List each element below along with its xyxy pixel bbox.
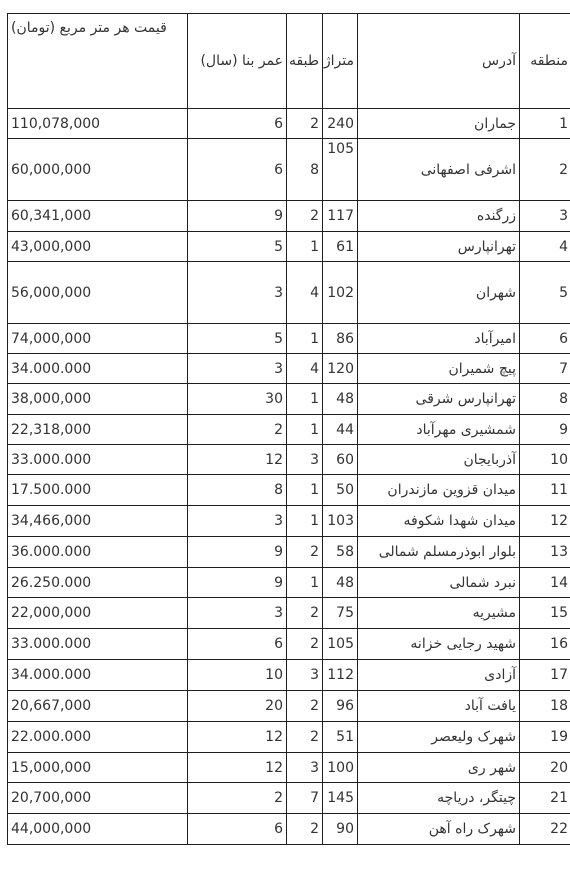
cell-area: 61 (323, 232, 358, 262)
table-row (8, 598, 570, 629)
table-row (8, 384, 570, 415)
cell-region: 13 (520, 537, 570, 568)
cell-building-age: 12 (188, 445, 287, 475)
cell-area: 44 (323, 415, 358, 445)
cell-price-per-meter: 20,700,000 (8, 783, 188, 814)
cell-building-age: 3 (188, 506, 287, 537)
header-area: متراژ (323, 14, 358, 109)
cell-price-per-meter: 33.000.000 (8, 445, 188, 475)
cell-address: شهرک راه آهن (358, 814, 520, 845)
cell-area: 58 (323, 537, 358, 568)
cell-address: آذربایجان (358, 445, 520, 475)
cell-floor: 3 (287, 753, 323, 783)
cell-floor: 8 (287, 139, 323, 201)
cell-area: 240 (323, 109, 358, 139)
table-row (8, 109, 570, 139)
cell-region: 18 (520, 691, 570, 722)
cell-area: 102 (323, 262, 358, 324)
cell-building-age: 3 (188, 354, 287, 384)
cell-building-age: 5 (188, 232, 287, 262)
cell-address: شهید رجایی خزانه (358, 629, 520, 660)
cell-region: 3 (520, 201, 570, 232)
cell-region: 14 (520, 568, 570, 598)
cell-area: 117 (323, 201, 358, 232)
cell-address: بلوار ابوذرمسلم شمالی (358, 537, 520, 568)
cell-area: 90 (323, 814, 358, 845)
cell-address: آزادی (358, 660, 520, 691)
cell-address: شمشیری مهرآباد (358, 415, 520, 445)
table-row (8, 722, 570, 753)
cell-price-per-meter: 56,000,000 (8, 262, 188, 324)
cell-floor: 1 (287, 324, 323, 354)
cell-price-per-meter: 34.000.000 (8, 354, 188, 384)
housing-price-table (7, 13, 570, 845)
cell-area: 103 (323, 506, 358, 537)
cell-region: 1 (520, 109, 570, 139)
cell-price-per-meter: 22.000.000 (8, 722, 188, 753)
cell-address: یافت آباد (358, 691, 520, 722)
cell-area: 51 (323, 722, 358, 753)
cell-region: 15 (520, 598, 570, 629)
cell-region: 16 (520, 629, 570, 660)
cell-floor: 2 (287, 598, 323, 629)
table-row (8, 324, 570, 354)
cell-building-age: 12 (188, 753, 287, 783)
table-row (8, 783, 570, 814)
header-building-age: عمر بنا (سال) (188, 14, 287, 109)
cell-building-age: 6 (188, 629, 287, 660)
cell-price-per-meter: 34.000.000 (8, 660, 188, 691)
table-row (8, 629, 570, 660)
cell-region: 2 (520, 139, 570, 201)
cell-address: شهران (358, 262, 520, 324)
cell-building-age: 5 (188, 324, 287, 354)
cell-price-per-meter: 20,667,000 (8, 691, 188, 722)
cell-floor: 7 (287, 783, 323, 814)
cell-address: زرگنده (358, 201, 520, 232)
cell-building-age: 9 (188, 537, 287, 568)
cell-floor: 1 (287, 384, 323, 415)
table-header-row (8, 14, 570, 109)
cell-area: 145 (323, 783, 358, 814)
cell-price-per-meter: 110,078,000 (8, 109, 188, 139)
table-row (8, 660, 570, 691)
cell-region: 5 (520, 262, 570, 324)
cell-region: 22 (520, 814, 570, 845)
cell-address: میدان شهدا شکوفه (358, 506, 520, 537)
cell-building-age: 6 (188, 109, 287, 139)
table-row (8, 537, 570, 568)
cell-floor: 2 (287, 537, 323, 568)
cell-price-per-meter: 38,000,000 (8, 384, 188, 415)
cell-building-age: 2 (188, 783, 287, 814)
table-row (8, 568, 570, 598)
cell-price-per-meter: 60,341,000 (8, 201, 188, 232)
cell-price-per-meter: 36.000.000 (8, 537, 188, 568)
cell-building-age: 10 (188, 660, 287, 691)
cell-address: نبرد شمالی (358, 568, 520, 598)
cell-area: 50 (323, 475, 358, 506)
cell-area: 48 (323, 568, 358, 598)
cell-price-per-meter: 74,000,000 (8, 324, 188, 354)
cell-floor: 1 (287, 415, 323, 445)
cell-region: 17 (520, 660, 570, 691)
cell-area: 60 (323, 445, 358, 475)
cell-building-age: 2 (188, 415, 287, 445)
header-price-per-meter: قیمت هر متر مربع (تومان) (8, 14, 188, 109)
table-row (8, 139, 570, 201)
cell-price-per-meter: 15,000,000 (8, 753, 188, 783)
cell-floor: 3 (287, 445, 323, 475)
cell-floor: 2 (287, 722, 323, 753)
cell-region: 19 (520, 722, 570, 753)
table-row (8, 814, 570, 845)
cell-floor: 1 (287, 475, 323, 506)
price-table-container (7, 13, 570, 845)
cell-area: 86 (323, 324, 358, 354)
cell-floor: 2 (287, 814, 323, 845)
cell-address: مشیریه (358, 598, 520, 629)
cell-floor: 2 (287, 691, 323, 722)
cell-building-age: 3 (188, 262, 287, 324)
cell-price-per-meter: 22,000,000 (8, 598, 188, 629)
table-row (8, 753, 570, 783)
table-row (8, 262, 570, 324)
cell-floor: 2 (287, 109, 323, 139)
cell-price-per-meter: 43,000,000 (8, 232, 188, 262)
cell-region: 7 (520, 354, 570, 384)
cell-region: 8 (520, 384, 570, 415)
table-row (8, 506, 570, 537)
cell-area: 100 (323, 753, 358, 783)
cell-address: جماران (358, 109, 520, 139)
header-address: آدرس (358, 14, 520, 109)
cell-region: 21 (520, 783, 570, 814)
cell-region: 12 (520, 506, 570, 537)
table-row (8, 475, 570, 506)
cell-area: 75 (323, 598, 358, 629)
cell-building-age: 6 (188, 814, 287, 845)
cell-address: تهرانپارس شرقی (358, 384, 520, 415)
cell-area: 105 (323, 629, 358, 660)
cell-region: 6 (520, 324, 570, 354)
cell-region: 9 (520, 415, 570, 445)
cell-address: امیرآباد (358, 324, 520, 354)
table-row (8, 232, 570, 262)
cell-building-age: 3 (188, 598, 287, 629)
cell-price-per-meter: 34,466,000 (8, 506, 188, 537)
cell-address: اشرفی اصفهانی (358, 139, 520, 201)
table-row (8, 691, 570, 722)
cell-area: 48 (323, 384, 358, 415)
cell-floor: 4 (287, 354, 323, 384)
cell-building-age: 9 (188, 201, 287, 232)
cell-address: میدان قزوین مازندران (358, 475, 520, 506)
header-floor: طبقه (287, 14, 323, 109)
cell-region: 20 (520, 753, 570, 783)
table-row (8, 354, 570, 384)
cell-area: 120 (323, 354, 358, 384)
cell-building-age: 9 (188, 568, 287, 598)
table-row (8, 415, 570, 445)
cell-price-per-meter: 26.250.000 (8, 568, 188, 598)
cell-address: چیتگر، دریاچه (358, 783, 520, 814)
cell-floor: 2 (287, 629, 323, 660)
cell-area: 112 (323, 660, 358, 691)
cell-address: پیچ شمیران (358, 354, 520, 384)
cell-building-age: 12 (188, 722, 287, 753)
cell-price-per-meter: 60,000,000 (8, 139, 188, 201)
cell-area: 105 (323, 139, 358, 201)
cell-floor: 1 (287, 506, 323, 537)
cell-region: 4 (520, 232, 570, 262)
cell-floor: 4 (287, 262, 323, 324)
cell-region: 10 (520, 445, 570, 475)
cell-floor: 1 (287, 232, 323, 262)
cell-price-per-meter: 17.500.000 (8, 475, 188, 506)
cell-address: شهر ری (358, 753, 520, 783)
cell-floor: 3 (287, 660, 323, 691)
table-row (8, 201, 570, 232)
cell-price-per-meter: 33.000.000 (8, 629, 188, 660)
cell-region: 11 (520, 475, 570, 506)
cell-floor: 1 (287, 568, 323, 598)
cell-building-age: 30 (188, 384, 287, 415)
cell-building-age: 8 (188, 475, 287, 506)
cell-address: شهرک ولیعصر (358, 722, 520, 753)
table-row (8, 445, 570, 475)
cell-price-per-meter: 22,318,000 (8, 415, 188, 445)
cell-floor: 2 (287, 201, 323, 232)
cell-price-per-meter: 44,000,000 (8, 814, 188, 845)
cell-area: 96 (323, 691, 358, 722)
cell-building-age: 20 (188, 691, 287, 722)
cell-address: تهرانپارس (358, 232, 520, 262)
cell-building-age: 6 (188, 139, 287, 201)
header-region: منطقه (520, 14, 570, 109)
